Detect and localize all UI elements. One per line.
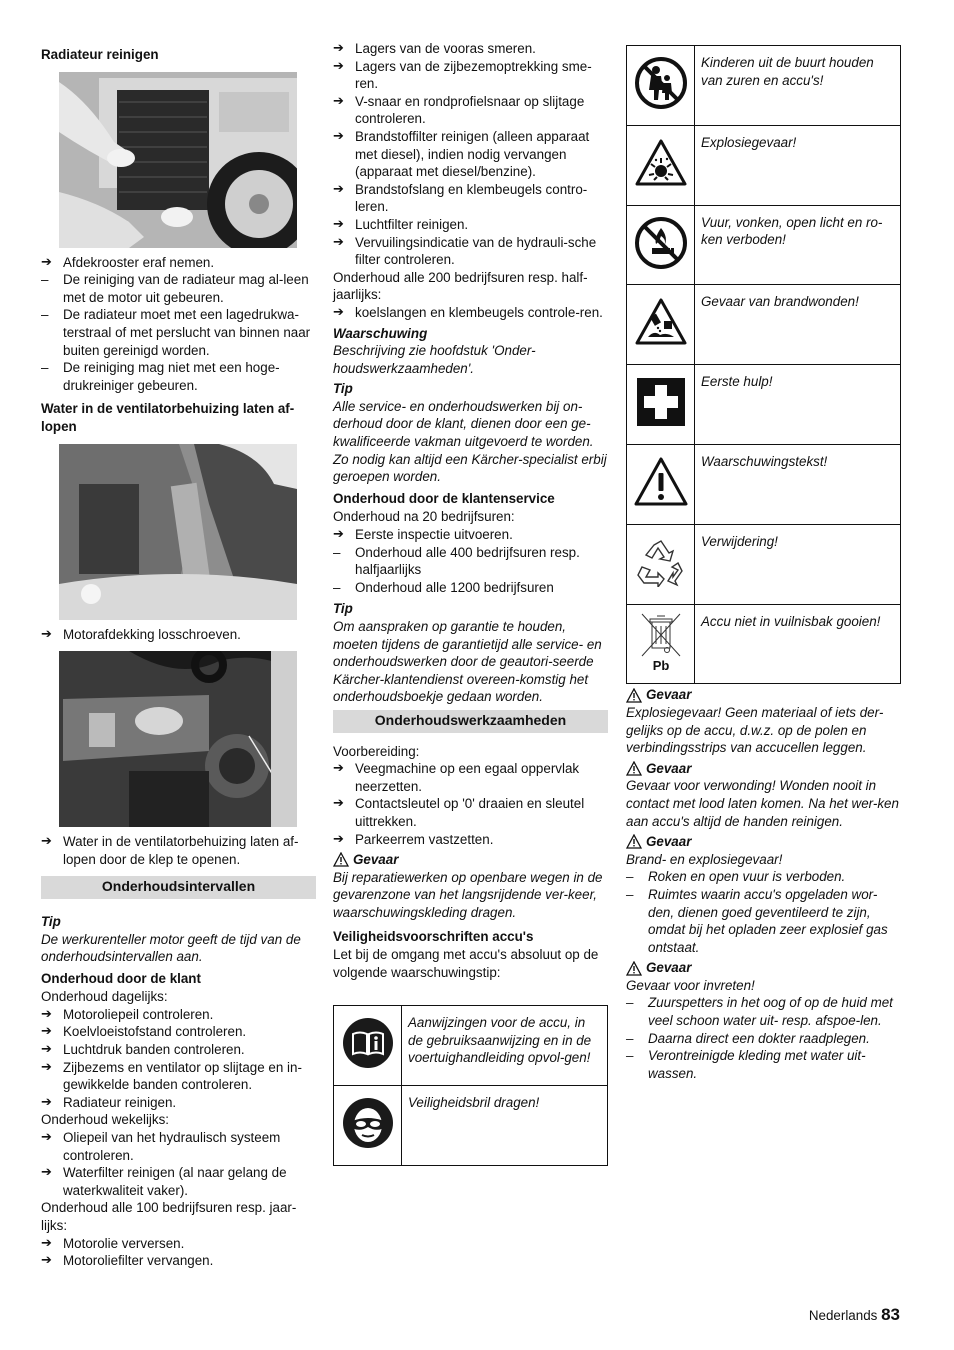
battery-symbol-table xyxy=(626,45,901,684)
hours200-label: Onderhoud alle 200 bedrijfsuren resp. half-jaarlijks: xyxy=(333,269,588,303)
table-row xyxy=(627,125,901,205)
tip-text: Alle service- en onderhoudswerken bij on-derhoud door de klant, dienen door een ge-kwalificeerde vakman uitgevoerd te worden. Zo nodig kan altijd een Kärcher-specialist erbij geroepen worden. xyxy=(333,398,607,485)
list-item: ➔ Water in de ventilatorbehuizing laten af-lopen door de klep te openen. xyxy=(41,833,316,868)
list-item: ➔ Lagers van de zijbezemoptrekking sme-ren. xyxy=(333,58,608,93)
column-middle xyxy=(333,40,608,1166)
hours100-label: Onderhoud alle 100 bedrijfsuren resp. jaar-lijks: xyxy=(41,1200,297,1233)
list-item: ➔ V-snaar en rondprofielsnaar op slijtage controleren. xyxy=(333,93,608,128)
list-item: ➔ koelslangen en klembeugels controle-ren. xyxy=(333,304,608,322)
column-right xyxy=(626,45,901,1082)
safety-goggles-icon xyxy=(342,1097,394,1149)
list-item: – Onderhoud alle 1200 bedrijfsuren xyxy=(333,579,608,597)
footer-language: Nederlands xyxy=(808,1308,878,1323)
list-item: ➔ Koelvloeistofstand controleren. xyxy=(41,1023,316,1041)
heading-battery-safety: Veiligheidsvoorschriften accu's xyxy=(333,928,534,944)
list-item: – De radiateur moet met een lagedrukwa-terstraal of met perslucht van binnen naar buiten gereinigd worden. xyxy=(41,306,316,359)
photo-fan-housing-flap xyxy=(59,651,297,827)
danger-heading xyxy=(626,833,901,851)
hours20-label: Onderhoud na 20 bedrijfsuren: xyxy=(333,509,515,525)
table-row xyxy=(627,524,901,604)
tip-label: Tip xyxy=(41,913,61,929)
danger-label: Gevaar xyxy=(646,960,692,976)
corrosive-icon xyxy=(634,297,688,347)
list-item: ➔ Zijbezems en ventilator op slijtage en in-gewikkelde banden controleren. xyxy=(41,1059,316,1094)
photo-radiator-grille xyxy=(59,72,297,248)
list-item: ➔ Eerste inspectie uitvoeren. xyxy=(333,526,608,544)
list-item: ➔ Afdekrooster eraf nemen. xyxy=(41,254,316,272)
tip-text: De werkurenteller motor geeft de tijd van de onderhoudsintervallen aan. xyxy=(41,931,301,965)
list-item: ➔ Waterfilter reinigen (al naar gelang de waterkwaliteit vaker). xyxy=(41,1164,316,1199)
list-item: ➔ Brandstoffilter reinigen (alleen apparaat met diesel), indien nodig vervangen (apparaat met diesel/benzine). xyxy=(333,128,608,181)
danger-heading xyxy=(333,851,608,869)
list-item: ➔ Contactsleutel op '0' draaien en sleutel uittrekken. xyxy=(333,795,608,830)
table-cell-text: Explosiegevaar! xyxy=(695,125,901,205)
page-number: 83 xyxy=(881,1305,900,1324)
tip-label: Tip xyxy=(333,381,353,397)
table-cell-text: Gevaar van brandwonden! xyxy=(695,285,901,365)
battery-symbol-table-small xyxy=(333,1005,608,1166)
danger-text: Gevaar voor verwonding! Wonden nooit in contact met lood laten komen. Na het wer-ken aan accu's altijd de handen reinigen. xyxy=(626,778,899,829)
danger-text: Explosiegevaar! Geen materiaal of iets der-gelijks op de accu, d.w.z. op de polen en verbindingsstrips van accucellen leggen. xyxy=(626,704,884,756)
list-item: ➔ Veegmachine op een egaal oppervlak neerzetten. xyxy=(333,760,608,795)
crossed-bin-icon xyxy=(636,610,686,674)
no-open-flame-icon xyxy=(634,216,688,270)
list-item: ➔ Motorafdekking losschroeven. xyxy=(41,626,316,644)
explosion-hazard-icon xyxy=(634,138,688,188)
warning-label: Waarschuwing xyxy=(333,325,428,341)
table-cell-text: Verwijdering! xyxy=(695,524,901,604)
list-item: ➔ Lagers van de vooras smeren. xyxy=(333,40,608,58)
tip-label: Tip xyxy=(333,601,353,617)
table-row xyxy=(627,205,901,285)
danger-text: Gevaar voor invreten! xyxy=(626,977,755,993)
danger-label: Gevaar xyxy=(646,834,692,850)
daily-label: Onderhoud dagelijks: xyxy=(41,989,168,1005)
list-item: ➔ Oliepeil van het hydraulisch systeem controleren. xyxy=(41,1129,316,1164)
danger-text: Brand- en explosiegevaar! xyxy=(626,851,783,867)
preparation-label: Voorbereiding: xyxy=(333,743,420,759)
list-item: ➔ Luchtfilter reinigen. xyxy=(333,216,608,234)
table-row xyxy=(627,46,901,126)
list-item: ➔ Motoroliepeil controleren. xyxy=(41,1006,316,1024)
list-item: ➔ Parkeerrem vastzetten. xyxy=(333,831,608,849)
heading-service-maintenance: Onderhoud door de klantenservice xyxy=(333,490,555,506)
table-row xyxy=(627,444,901,524)
manual-book-icon xyxy=(342,1017,394,1069)
list-item: ➔ Vervuilingsindicatie van de hydrauli-sche filter controleren. xyxy=(333,234,608,269)
list-item: ➔ Radiateur reinigen. xyxy=(41,1094,316,1112)
heading-water-drain: Water in de ventilatorbehuizing laten af-lopen xyxy=(41,401,295,434)
table-cell-text: Aanwijzingen voor de accu, in de gebruiksaanwijzing en in de voertuighandleiding opvol-gen! xyxy=(402,1006,608,1086)
photo-engine-cover xyxy=(59,444,297,620)
first-aid-icon xyxy=(635,376,687,428)
warning-text: Beschrijving zie hoofdstuk 'Onder-houdswerkzaamheden'. xyxy=(333,343,536,376)
pb-label: Pb xyxy=(652,657,669,673)
column-left xyxy=(41,40,316,1270)
table-cell-text: Waarschuwingstekst! xyxy=(695,444,901,524)
heading-customer-maintenance: Onderhoud door de klant xyxy=(41,970,201,986)
list-item: – Ruimtes waarin accu's opgeladen wor-den, dienen goed geventileerd te zijn, omdat bij het opladen zeer explosief gas ontstaat. xyxy=(626,886,901,956)
table-cell-text: Accu niet in vuilnisbak gooien! xyxy=(695,604,901,684)
section-heading-intervals: Onderhoudsintervallen xyxy=(41,876,316,899)
warning-triangle-icon xyxy=(626,834,642,849)
danger-label: Gevaar xyxy=(353,852,399,868)
table-cell-text: Veiligheidsbril dragen! xyxy=(402,1086,608,1166)
heading-radiator: Radiateur reinigen xyxy=(41,47,159,62)
table-cell-text: Eerste hulp! xyxy=(695,365,901,445)
danger-label: Gevaar xyxy=(646,687,692,703)
warning-triangle-icon xyxy=(633,456,689,508)
weekly-label: Onderhoud wekelijks: xyxy=(41,1112,170,1128)
table-cell-text: Vuur, vonken, open licht en ro-ken verboden! xyxy=(695,205,901,285)
page-footer xyxy=(809,1306,900,1325)
danger-label: Gevaar xyxy=(646,760,692,776)
danger-heading xyxy=(626,760,901,778)
list-item: – De reiniging mag niet met een hoge-drukreiniger gebeuren. xyxy=(41,359,316,394)
list-item: – Zuurspetters in het oog of op de huid met veel schoon water uit- resp. afspoe-len. xyxy=(626,994,901,1029)
table-row xyxy=(627,604,901,684)
recycling-icon xyxy=(634,537,688,587)
list-item: – Daarna direct een dokter raadplegen. xyxy=(626,1030,901,1048)
table-row xyxy=(627,285,901,365)
battery-intro: Let bij de omgang met accu's absoluut op de volgende waarschuwingstip: xyxy=(333,947,599,980)
table-row xyxy=(334,1086,608,1166)
danger-heading xyxy=(626,959,901,977)
list-item: – De reiniging van de radiateur mag al-leen met de motor uit gebeuren. xyxy=(41,271,316,306)
list-item: ➔ Motoroliefilter vervangen. xyxy=(41,1252,316,1270)
list-item: – Roken en open vuur is verboden. xyxy=(626,868,901,886)
list-item: ➔ Motorolie verversen. xyxy=(41,1235,316,1253)
list-item: – Verontreinigde kleding met water uit-wassen. xyxy=(626,1047,901,1082)
table-row xyxy=(627,365,901,445)
warning-triangle-icon xyxy=(626,961,642,976)
list-item: – Onderhoud alle 400 bedrijfsuren resp. halfjaarlijks xyxy=(333,544,608,579)
section-heading-work: Onderhoudswerkzaamheden xyxy=(333,710,608,733)
warning-triangle-icon xyxy=(333,852,349,867)
danger-heading xyxy=(626,686,901,704)
warning-triangle-icon xyxy=(626,761,642,776)
warning-triangle-icon xyxy=(626,688,642,703)
table-cell-text: Kinderen uit de buurt houden van zuren en accu's! xyxy=(695,46,901,126)
tip-text: Om aanspraken op garantie te houden, moeten tijdens de garantietijd alle service- en onderhoudswerken door de geautori-seerde Kärcher-klantendienst overeen-komstig het onderhoudsboekje gedaan worden. xyxy=(333,619,602,705)
list-item: ➔ Luchtdruk banden controleren. xyxy=(41,1041,316,1059)
keep-children-away-icon xyxy=(634,56,688,110)
list-item: ➔ Brandstofslang en klembeugels contro-leren. xyxy=(333,181,608,216)
table-row xyxy=(334,1006,608,1086)
danger-text: Bij reparatiewerken op openbare wegen in de gevarenzone van het langsrijdende ver-keer, waarschuwingskleding dragen. xyxy=(333,869,603,920)
